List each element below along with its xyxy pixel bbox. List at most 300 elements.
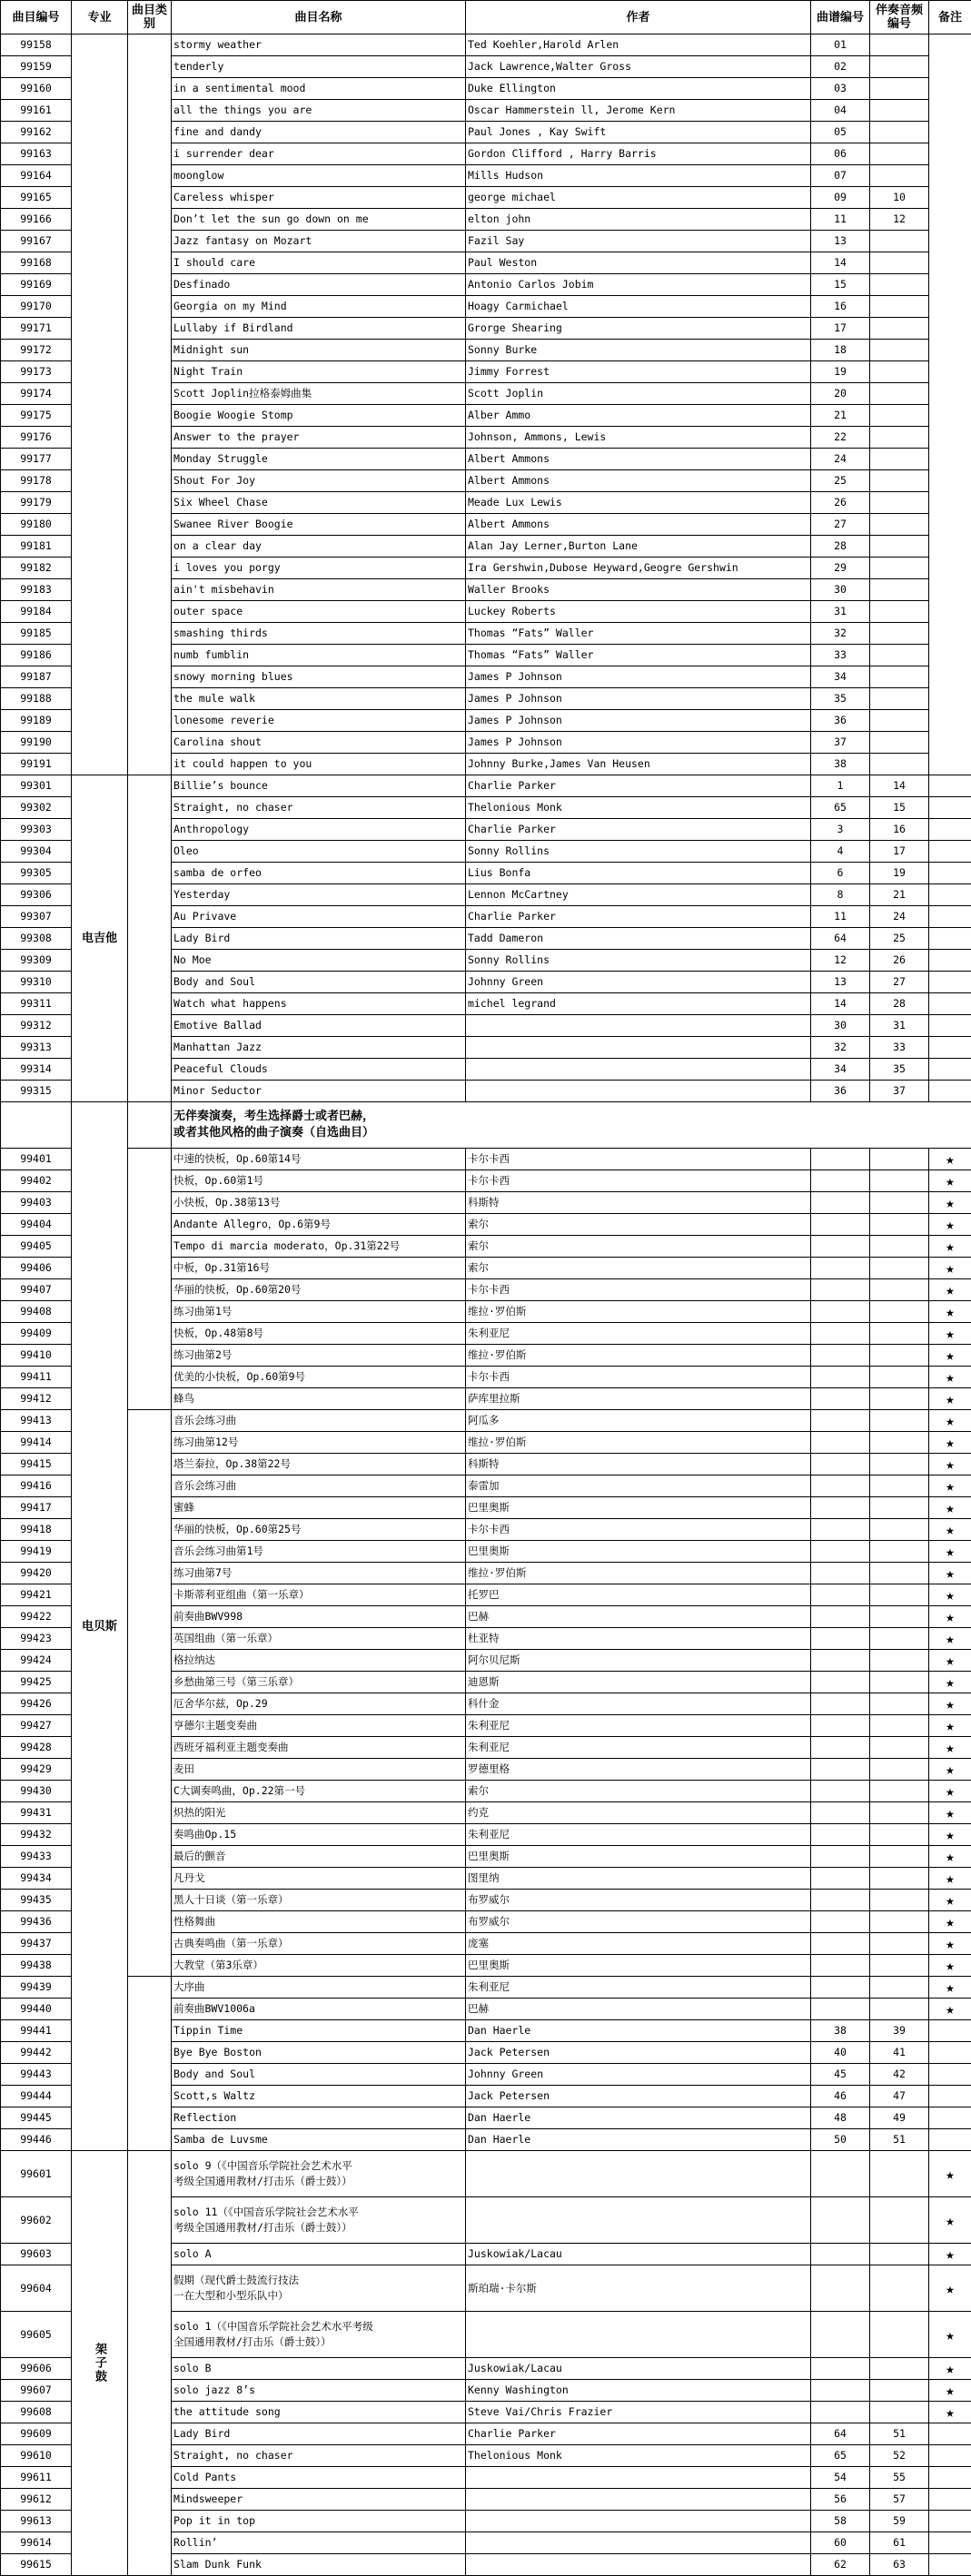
cell-score-no: 07 <box>811 165 870 187</box>
cell-category <box>128 1977 172 2151</box>
cell-audio-no <box>870 2197 929 2244</box>
cell-score-no: 36 <box>811 1081 870 1102</box>
cell-audio-no <box>870 318 929 340</box>
cell-score-no: 30 <box>811 579 870 601</box>
cell-score-no <box>811 1715 870 1737</box>
cell-id: 99408 <box>1 1301 72 1323</box>
cell-id: 99427 <box>1 1715 72 1737</box>
cell-score-no: 22 <box>811 427 870 449</box>
cell-title: Lady Bird <box>172 928 466 950</box>
header-row <box>1 1 971 35</box>
title-line-1: Mindsweeper <box>173 2492 463 2507</box>
cell-major: 电贝斯 <box>72 1102 128 2151</box>
cell-score-no: 56 <box>811 2489 870 2511</box>
cell-audio-no <box>870 449 929 470</box>
cell-author: Dan Haerle <box>466 2107 811 2129</box>
cell-score-no: 18 <box>811 340 870 361</box>
cell-title: 炽热的阳光 <box>172 1802 466 1824</box>
cell-title: tenderly <box>172 56 466 78</box>
cell-score-no: 4 <box>811 841 870 863</box>
cell-title: Answer to the prayer <box>172 427 466 449</box>
cell-audio-no: 19 <box>870 863 929 884</box>
cell-id <box>1 1102 72 1149</box>
cell-id: 99177 <box>1 449 72 470</box>
cell-audio-no <box>870 274 929 296</box>
cell-id: 99160 <box>1 78 72 100</box>
title-line-1: the attitude song <box>173 2404 463 2420</box>
cell-audio-no: 42 <box>870 2064 929 2086</box>
cell-author: Jack Petersen <box>466 2042 811 2064</box>
cell-id: 99423 <box>1 1628 72 1650</box>
cell-title: 优美的小快板，Op.60第9号 <box>172 1367 466 1388</box>
cell-audio-no <box>870 231 929 252</box>
cell-audio-no <box>870 514 929 536</box>
cell-title: Manhattan Jazz <box>172 1037 466 1059</box>
cell-audio-no <box>870 1672 929 1693</box>
cell-author: Johnny Green <box>466 972 811 993</box>
cell-id: 99178 <box>1 470 72 492</box>
cell-score-no <box>811 1345 870 1367</box>
cell-score-no <box>811 1911 870 1933</box>
cell-remark <box>929 775 971 797</box>
cell-id: 99432 <box>1 1824 72 1846</box>
cell-audio-no <box>870 558 929 579</box>
title-line-1: 假期（现代爵士鼓流行技法 <box>173 2273 463 2288</box>
cell-score-no <box>811 1149 870 1170</box>
cell-audio-no <box>870 1323 929 1345</box>
cell-score-no <box>811 1541 870 1563</box>
cell-author <box>466 2467 811 2489</box>
cell-audio-no <box>870 1170 929 1192</box>
cell-id: 99304 <box>1 841 72 863</box>
cell-score-no <box>811 1802 870 1824</box>
cell-score-no: 38 <box>811 2020 870 2042</box>
star-icon: ★ <box>929 1737 971 1759</box>
cell-author: 卡尔卡西 <box>466 1519 811 1541</box>
cell-score-no <box>811 1563 870 1584</box>
cell-category <box>128 1410 172 1977</box>
cell-score-no: 16 <box>811 296 870 318</box>
cell-id: 99190 <box>1 732 72 754</box>
cell-score-no: 31 <box>811 601 870 623</box>
cell-title: Don’t let the sun go down on me <box>172 209 466 231</box>
cell-title: Careless whisper <box>172 187 466 209</box>
cell-author: Fazil Say <box>466 231 811 252</box>
cell-author: 巴里奥斯 <box>466 1541 811 1563</box>
cell-title: 麦田 <box>172 1759 466 1781</box>
cell-score-no: 30 <box>811 1015 870 1037</box>
cell-author <box>466 2532 811 2554</box>
cell-audio-no: 10 <box>870 187 929 209</box>
cell-author <box>466 2312 811 2358</box>
cell-author <box>466 1037 811 1059</box>
cell-audio-no <box>870 1476 929 1497</box>
cell-audio-no <box>870 78 929 100</box>
cell-author: James P Johnson <box>466 688 811 710</box>
cell-score-no: 35 <box>811 688 870 710</box>
cell-author: 朱利亚尼 <box>466 1977 811 1999</box>
title-line-1: solo 11（《中国音乐学院社会艺术水平 <box>173 2205 463 2220</box>
cell-author: James P Johnson <box>466 666 811 688</box>
cell-audio-no: 25 <box>870 928 929 950</box>
cell-id: 99413 <box>1 1410 72 1432</box>
cell-score-no <box>811 1759 870 1781</box>
cell-audio-no <box>870 1693 929 1715</box>
cell-id: 99603 <box>1 2244 72 2265</box>
cell-category <box>128 1102 172 1149</box>
cell-author: Hoagy Carmichael <box>466 296 811 318</box>
cell-id: 99431 <box>1 1802 72 1824</box>
cell-score-no: 48 <box>811 2107 870 2129</box>
cell-author <box>466 1015 811 1037</box>
cell-score-no: 20 <box>811 383 870 405</box>
cell-id: 99601 <box>1 2151 72 2197</box>
cell-title: 中速的快板，Op.60第14号 <box>172 1149 466 1170</box>
cell-remark <box>929 2107 971 2129</box>
star-icon: ★ <box>929 1781 971 1802</box>
star-icon: ★ <box>929 1541 971 1563</box>
cell-score-no: 27 <box>811 514 870 536</box>
cell-audio-no <box>870 492 929 514</box>
cell-score-no <box>811 1258 870 1279</box>
star-icon: ★ <box>929 1911 971 1933</box>
cell-author: Sonny Burke <box>466 340 811 361</box>
cell-title: 性格舞曲 <box>172 1911 466 1933</box>
cell-author: Lius Bonfa <box>466 863 811 884</box>
col-header-id: 曲目编号 <box>1 1 72 35</box>
cell-score-no: 6 <box>811 863 870 884</box>
cell-audio-no <box>870 1628 929 1650</box>
cell-audio-no <box>870 1192 929 1214</box>
cell-id: 99175 <box>1 405 72 427</box>
cell-id: 99162 <box>1 122 72 143</box>
cell-remark <box>929 1081 971 1102</box>
cell-title: Boogie Woogie Stomp <box>172 405 466 427</box>
cell-id: 99404 <box>1 1214 72 1236</box>
cell-id: 99437 <box>1 1933 72 1955</box>
cell-author: 约克 <box>466 1802 811 1824</box>
cell-audio-no: 26 <box>870 950 929 972</box>
cell-author: Lennon McCartney <box>466 884 811 906</box>
cell-author: 维拉·罗伯斯 <box>466 1432 811 1454</box>
cell-title: Scott Joplin拉格泰姆曲集 <box>172 383 466 405</box>
cell-title <box>172 2244 466 2265</box>
cell-title: I should care <box>172 252 466 274</box>
cell-score-no: 15 <box>811 274 870 296</box>
cell-id: 99418 <box>1 1519 72 1541</box>
cell-audio-no <box>870 579 929 601</box>
cell-id: 99436 <box>1 1911 72 1933</box>
cell-title: numb fumblin <box>172 645 466 666</box>
cell-author: Ira Gershwin,Dubose Heyward,Geogre Gershwin <box>466 558 811 579</box>
cell-author: 索尔 <box>466 1258 811 1279</box>
cell-title <box>172 2151 466 2197</box>
cell-title: 凡丹戈 <box>172 1868 466 1890</box>
cell-title: No Moe <box>172 950 466 972</box>
cell-remark <box>929 2445 971 2467</box>
cell-title: 最后的颤音 <box>172 1846 466 1868</box>
cell-title: it could happen to you <box>172 754 466 775</box>
cell-score-no <box>811 1454 870 1476</box>
cell-audio-no: 39 <box>870 2020 929 2042</box>
star-icon: ★ <box>929 1323 971 1345</box>
table-body <box>1 35 971 2576</box>
cell-author: Johnny Burke,James Van Heusen <box>466 754 811 775</box>
cell-id: 99183 <box>1 579 72 601</box>
cell-score-no <box>811 1999 870 2020</box>
cell-audio-no <box>870 1584 929 1606</box>
cell-author: 杜亚特 <box>466 1628 811 1650</box>
cell-score-no <box>811 2312 870 2358</box>
star-icon: ★ <box>929 1890 971 1911</box>
cell-title <box>172 2489 466 2511</box>
cell-id: 99435 <box>1 1890 72 1911</box>
cell-id: 99185 <box>1 623 72 645</box>
cell-title: lonesome reverie <box>172 710 466 732</box>
cell-id: 99168 <box>1 252 72 274</box>
cell-author: 阿瓜多 <box>466 1410 811 1432</box>
star-icon: ★ <box>929 1802 971 1824</box>
cell-id: 99188 <box>1 688 72 710</box>
cell-author: 卡尔卡西 <box>466 1279 811 1301</box>
cell-audio-no <box>870 1824 929 1846</box>
cell-score-no: 11 <box>811 906 870 928</box>
cell-remark <box>929 950 971 972</box>
cell-audio-no: 35 <box>870 1059 929 1081</box>
cell-title <box>172 2467 466 2489</box>
star-icon: ★ <box>929 1650 971 1672</box>
cell-remark <box>929 2020 971 2042</box>
cell-audio-no <box>870 536 929 558</box>
cell-author <box>466 2197 811 2244</box>
star-icon: ★ <box>929 1759 971 1781</box>
cell-title: samba de orfeo <box>172 863 466 884</box>
cell-score-no: 11 <box>811 209 870 231</box>
cell-score-no: 24 <box>811 449 870 470</box>
star-icon: ★ <box>929 1367 971 1388</box>
cell-id: 99612 <box>1 2489 72 2511</box>
cell-id: 99420 <box>1 1563 72 1584</box>
cell-author: Thelonious Monk <box>466 797 811 819</box>
cell-score-no: 62 <box>811 2554 870 2576</box>
cell-score-no <box>811 1301 870 1323</box>
cell-score-no: 13 <box>811 972 870 993</box>
cell-id: 99446 <box>1 2129 72 2151</box>
cell-audio-no <box>870 754 929 775</box>
cell-id: 99416 <box>1 1476 72 1497</box>
cell-score-no: 58 <box>811 2511 870 2532</box>
star-icon: ★ <box>929 1432 971 1454</box>
cell-title: Anthropology <box>172 819 466 841</box>
cell-id: 99609 <box>1 2423 72 2445</box>
cell-author <box>466 2151 811 2197</box>
cell-title <box>172 2197 466 2244</box>
cell-score-no <box>811 1410 870 1432</box>
cell-title: 音乐会练习曲 <box>172 1410 466 1432</box>
cell-id: 99309 <box>1 950 72 972</box>
cell-score-no: 37 <box>811 732 870 754</box>
cell-score-no <box>811 1933 870 1955</box>
cell-audio-no <box>870 1606 929 1628</box>
cell-id: 99403 <box>1 1192 72 1214</box>
cell-score-no: 29 <box>811 558 870 579</box>
cell-author: 索尔 <box>466 1781 811 1802</box>
cell-title: Tempo di marcia moderato，Op.31第22号 <box>172 1236 466 1258</box>
cell-score-no: 54 <box>811 2467 870 2489</box>
cell-title: Carolina shout <box>172 732 466 754</box>
cell-audio-no <box>870 2312 929 2358</box>
cell-title: 快板，Op.48第8号 <box>172 1323 466 1345</box>
cell-id: 99176 <box>1 427 72 449</box>
cell-title: in a sentimental mood <box>172 78 466 100</box>
cell-audio-no <box>870 2151 929 2197</box>
star-icon: ★ <box>929 1388 971 1410</box>
cell-audio-no <box>870 1563 929 1584</box>
cell-audio-no: 15 <box>870 797 929 819</box>
cell-score-no: 21 <box>811 405 870 427</box>
cell-audio-no <box>870 1258 929 1279</box>
star-icon: ★ <box>929 2197 971 2244</box>
cell-author: 科斯特 <box>466 1454 811 1476</box>
cell-audio-no: 31 <box>870 1015 929 1037</box>
cell-author: Mills Hudson <box>466 165 811 187</box>
cell-score-no <box>811 2265 870 2312</box>
cell-id: 99179 <box>1 492 72 514</box>
cell-title: 中板，Op.31第16号 <box>172 1258 466 1279</box>
cell-title: Six Wheel Chase <box>172 492 466 514</box>
cell-id: 99165 <box>1 187 72 209</box>
cell-score-no: 50 <box>811 2129 870 2151</box>
cell-author: Thomas “Fats” Waller <box>466 645 811 666</box>
cell-score-no <box>811 1192 870 1214</box>
col-header-remark: 备注 <box>929 1 971 35</box>
cell-id: 99172 <box>1 340 72 361</box>
cell-author: Jimmy Forrest <box>466 361 811 383</box>
title-line-2: 全国通用教材/打击乐（爵士鼓）） <box>173 2334 463 2350</box>
cell-title: the mule walk <box>172 688 466 710</box>
cell-id: 99302 <box>1 797 72 819</box>
cell-audio-no <box>870 1541 929 1563</box>
cell-author: 朱利亚尼 <box>466 1737 811 1759</box>
title-line-1: solo 9（《中国音乐学院社会艺术水平 <box>173 2158 463 2174</box>
cell-score-no <box>811 1388 870 1410</box>
cell-id: 99303 <box>1 819 72 841</box>
cell-title: 华丽的快板，Op.60第25号 <box>172 1519 466 1541</box>
cell-score-no <box>811 1628 870 1650</box>
cell-score-no <box>811 1781 870 1802</box>
cell-audio-no <box>870 2244 929 2265</box>
bass-instruction-note <box>172 1102 971 1149</box>
cell-score-no <box>811 2402 870 2423</box>
cell-author: Kenny Washington <box>466 2380 811 2402</box>
cell-title: stormy weather <box>172 35 466 56</box>
star-icon: ★ <box>929 1192 971 1214</box>
cell-audio-no: 28 <box>870 993 929 1015</box>
cell-author: Paul Jones , Kay Swift <box>466 122 811 143</box>
cell-audio-no <box>870 1214 929 1236</box>
cell-title: 厄舍华尔兹，Op.29 <box>172 1693 466 1715</box>
cell-audio-no <box>870 623 929 645</box>
cell-title: moonglow <box>172 165 466 187</box>
col-header-major: 专业 <box>72 1 128 35</box>
cell-author: 科斯特 <box>466 1192 811 1214</box>
cell-author: 托罗巴 <box>466 1584 811 1606</box>
cell-audio-no: 12 <box>870 209 929 231</box>
note-line-1: 无伴奏演奏，考生选择爵士或者巴赫， <box>173 1109 969 1125</box>
star-icon: ★ <box>929 1476 971 1497</box>
title-line-1: Slam Dunk Funk <box>173 2557 463 2572</box>
cell-author <box>466 2511 811 2532</box>
cell-id: 99163 <box>1 143 72 165</box>
cell-author: 科什金 <box>466 1693 811 1715</box>
cell-author: 布罗威尔 <box>466 1890 811 1911</box>
cell-audio-no <box>870 2265 929 2312</box>
cell-id: 99314 <box>1 1059 72 1081</box>
cell-remark <box>929 2129 971 2151</box>
cell-author: Johnson, Ammons, Lewis <box>466 427 811 449</box>
star-icon: ★ <box>929 2244 971 2265</box>
table-row <box>1 1149 971 1170</box>
cell-score-no <box>811 2151 870 2197</box>
cell-title: Body and Soul <box>172 972 466 993</box>
cell-id: 99429 <box>1 1759 72 1781</box>
star-icon: ★ <box>929 2312 971 2358</box>
cell-id: 99313 <box>1 1037 72 1059</box>
star-icon: ★ <box>929 2380 971 2402</box>
cell-audio-no <box>870 1497 929 1519</box>
cell-title: Emotive Ballad <box>172 1015 466 1037</box>
cell-score-no <box>811 2244 870 2265</box>
cell-id: 99444 <box>1 2086 72 2107</box>
cell-author: 巴赫 <box>466 1606 811 1628</box>
cell-author: Waller Brooks <box>466 579 811 601</box>
cell-id: 99611 <box>1 2467 72 2489</box>
cell-author: Charlie Parker <box>466 819 811 841</box>
cell-title: 西班牙福利亚主题变奏曲 <box>172 1737 466 1759</box>
cell-title: Body and Soul <box>172 2064 466 2086</box>
cell-id: 99187 <box>1 666 72 688</box>
cell-audio-no: 16 <box>870 819 929 841</box>
cell-major <box>72 35 128 775</box>
star-icon: ★ <box>929 1345 971 1367</box>
star-icon: ★ <box>929 1977 971 1999</box>
cell-title: ain't misbehavin <box>172 579 466 601</box>
cell-title: i surrender dear <box>172 143 466 165</box>
cell-id: 99602 <box>1 2197 72 2244</box>
cell-id: 99608 <box>1 2402 72 2423</box>
cell-major: 电吉他 <box>72 775 128 1102</box>
star-icon: ★ <box>929 2151 971 2197</box>
cell-score-no <box>811 1432 870 1454</box>
cell-title: Georgia on my Mind <box>172 296 466 318</box>
cell-id: 99443 <box>1 2064 72 2086</box>
cell-title: 乡愁曲第三号（第三乐章） <box>172 1672 466 1693</box>
cell-audio-no <box>870 35 929 56</box>
cell-author: James P Johnson <box>466 710 811 732</box>
cell-author: Jack Lawrence,Walter Gross <box>466 56 811 78</box>
cell-title: 蜜蜂 <box>172 1497 466 1519</box>
cell-audio-no <box>870 1367 929 1388</box>
cell-id: 99614 <box>1 2532 72 2554</box>
cell-title: 黑人十日谈（第一乐章） <box>172 1890 466 1911</box>
cell-id: 99433 <box>1 1846 72 1868</box>
cell-id: 99312 <box>1 1015 72 1037</box>
cell-title: 快板，Op.60第1号 <box>172 1170 466 1192</box>
cell-audio-no <box>870 56 929 78</box>
cell-id: 99159 <box>1 56 72 78</box>
star-icon: ★ <box>929 1258 971 1279</box>
cell-id: 99405 <box>1 1236 72 1258</box>
